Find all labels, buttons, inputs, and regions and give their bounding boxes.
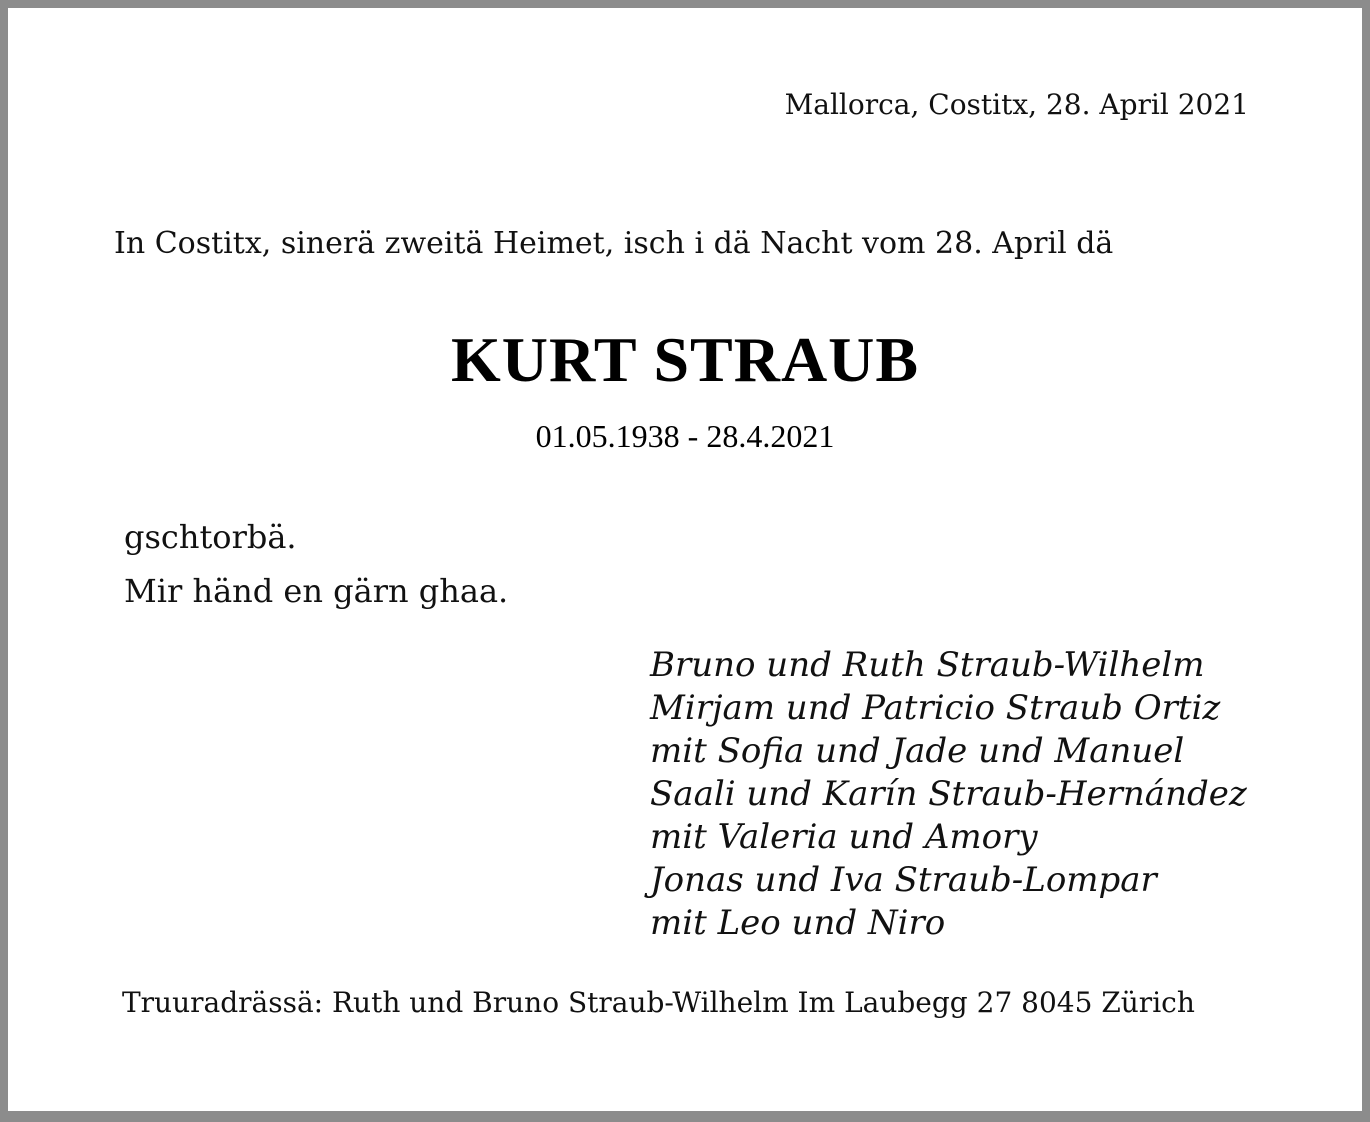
text-gschtorba: gschtorbä. <box>124 518 297 556</box>
text-remembrance: Mir händ en gärn ghaa. <box>124 572 509 610</box>
mourner-line: mit Sofia und Jade und Manuel <box>650 731 1185 771</box>
place-date: Mallorca, Costitx, 28. April 2021 <box>784 88 1249 121</box>
life-dates: 01.05.1938 - 28.4.2021 <box>535 418 835 454</box>
mourner-line: mit Valeria und Amory <box>650 817 1038 857</box>
mourner-line: Bruno und Ruth Straub-Wilhelm <box>650 645 1205 685</box>
mourning-address: Truuradrässä: Ruth und Bruno Straub-Wilhelm Im Laubegg 27 8045 Zürich <box>122 986 1195 1019</box>
obituary-page <box>8 8 1362 1111</box>
mourners-list <box>650 644 1247 945</box>
mourner-line: Mirjam und Patricio Straub Ortiz <box>650 688 1221 728</box>
deceased-name: KURT STRAUB <box>450 324 920 395</box>
mourner-line: Jonas und Iva Straub-Lompar <box>650 860 1157 900</box>
mourner-line: Saali und Karín Straub-Hernández <box>650 774 1247 814</box>
intro-text: In Costitx, sinerä zweitä Heimet, isch i dä Nacht vom 28. April dä <box>114 226 1114 261</box>
mourner-line: mit Leo und Niro <box>650 903 946 943</box>
